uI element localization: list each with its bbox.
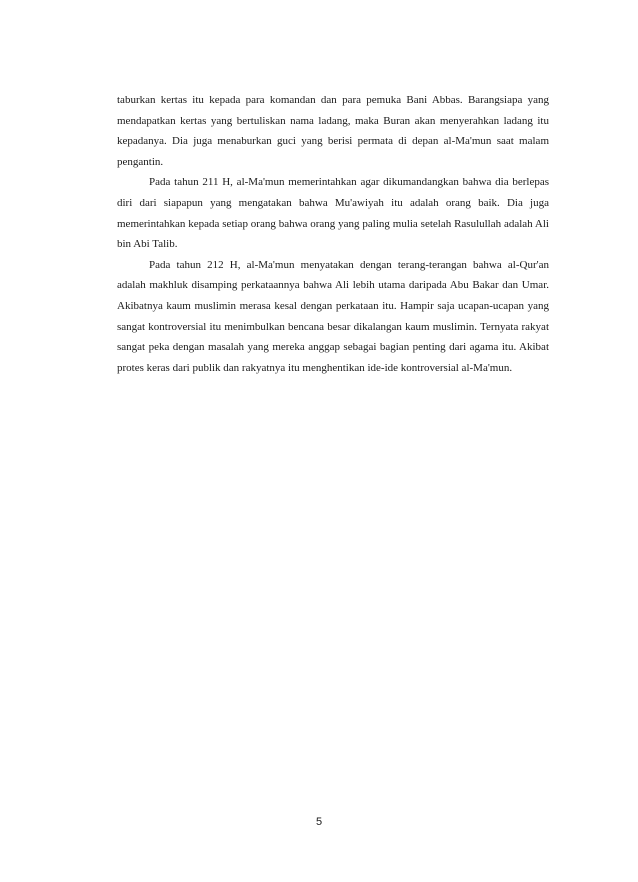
page-number: 5: [315, 816, 323, 828]
paragraph-continuation: taburkan kertas itu kepada para komandan dan para pemuka Bani Abbas. Barangsiapa yang mendapatkan kertas yang bertuliskan nama ladang, maka Buran akan menyerahkan ladang itu kepadanya. Dia juga menaburkan guci yang berisi permata di depan al-Ma'mun saat malam pengantin.: [117, 94, 549, 168]
paragraph-212h: Pada tahun 212 H, al-Ma'mun menyatakan dengan terang-terangan bahwa al-Qur'an adalah makhluk disamping perkataannya bahwa Ali lebih utama daripada Abu Bakar dan Umar. Akibatnya kaum muslimin merasa kesal dengan perkataan itu. Hampir saja ucapan-ucapan yang sangat kontroversial itu menimbulkan bencana besar dikalangan kaum muslimin. Ternyata rakyat sangat peka dengan masalah yang mereka anggap sebagai bagian penting dari agama itu. Akibat protes keras dari publik dan rakyatnya itu menghentikan ide-ide kontroversial al-Ma'mun.: [117, 258, 549, 374]
paragraph-211h: Pada tahun 211 H, al-Ma'mun memerintahkan agar dikumandangkan bahwa dia berlepas diri dari siapapun yang mengatakan bahwa Mu'awiyah itu adalah orang baik. Dia juga memerintahkan kepada setiap orang bahwa orang yang paling mulia setelah Rasulullah adalah Ali bin Abi Talib.: [117, 176, 549, 251]
body-text: [117, 90, 549, 378]
